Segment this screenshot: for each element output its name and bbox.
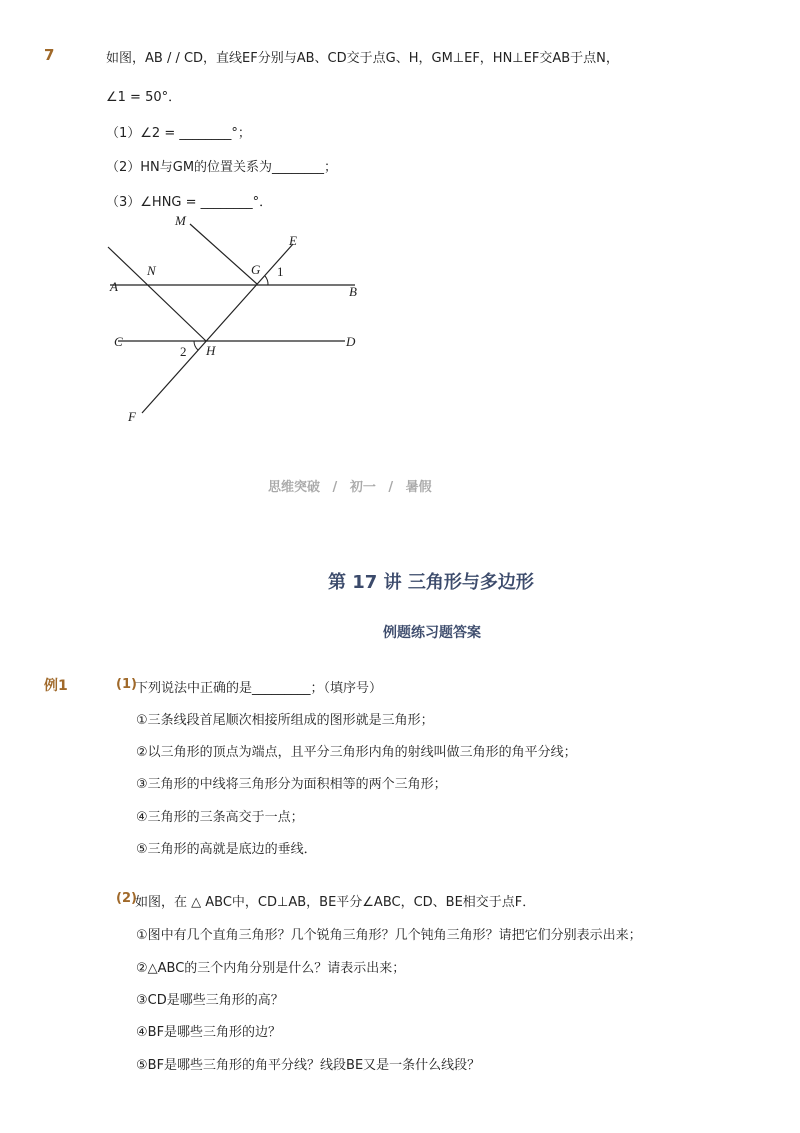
part-1-option-3: ③三角形的中线将三角形分为面积相等的两个三角形；	[136, 777, 447, 792]
label-c: C	[114, 334, 123, 349]
label-angle-1: 1	[277, 264, 284, 279]
footer-part-3: 暑假	[405, 480, 432, 495]
question-number: 7	[44, 46, 55, 64]
label-b: B	[349, 284, 357, 299]
label-d: D	[346, 334, 356, 349]
line-gm	[190, 224, 257, 284]
question-stem-line1: 如图，AB / / CD，直线EF分别与AB、CD交于点G、H，GM⊥EF，HN⊥EF交AB于点N，	[106, 51, 619, 66]
part-2-stem: 如图，在 △ ABC中，CD⊥AB，BE平分∠ABC，CD、BE相交于点F．	[135, 895, 536, 910]
label-h: H	[206, 343, 216, 358]
footer-separator: /	[332, 480, 338, 495]
label-n: N	[147, 263, 156, 278]
lecture-title: 第 17 讲 三角形与多边形	[328, 572, 534, 593]
label-e: E	[289, 233, 297, 248]
sub-question-3: （3）∠HNG = ________°．	[106, 195, 273, 210]
footer-separator: /	[388, 480, 394, 495]
sub-question-1: （1）∠2 = ________°；	[106, 126, 251, 141]
example-label: 例1	[44, 678, 68, 694]
page-footer	[268, 476, 432, 495]
part-1-option-5: ⑤三角形的高就是底边的垂线．	[136, 842, 317, 857]
part-1-option-2: ②以三角形的顶点为端点，且平分三角形内角的射线叫做三角形的角平分线；	[136, 745, 577, 760]
label-a: A	[110, 279, 118, 294]
part-2-question-3: ③CD是哪些三角形的高？	[136, 993, 284, 1008]
label-f: F	[128, 409, 136, 424]
part-1-option-4: ④三角形的三条高交于一点；	[136, 810, 304, 825]
footer-part-1: 思维突破	[268, 480, 321, 495]
line-ef	[142, 244, 293, 413]
sub-question-2: （2）HN与GM的位置关系为________；	[106, 160, 338, 175]
label-m: M	[175, 213, 186, 228]
label-angle-2: 2	[180, 344, 187, 359]
part-2-question-5: ⑤BF是哪些三角形的角平分线？线段BE又是一条什么线段？	[136, 1058, 481, 1073]
part-1-stem: 下列说法中正确的是_________；（填序号）	[135, 681, 383, 696]
line-hn	[108, 247, 206, 341]
footer-part-2: 初一	[349, 480, 376, 495]
question-stem-line2: ∠1 = 50°．	[106, 90, 182, 105]
part-2-question-2: ②△ABC的三个内角分别是什么？请表示出来；	[136, 961, 406, 976]
lecture-subtitle: 例题练习题答案	[383, 625, 481, 641]
part-number-1: (1)	[116, 677, 137, 692]
part-2-question-4: ④BF是哪些三角形的边？	[136, 1025, 282, 1040]
geometry-figure	[100, 205, 370, 435]
angle-2-arc	[194, 341, 198, 350]
part-2-question-1: ①图中有几个直角三角形？几个锐角三角形？几个钝角三角形？请把它们分别表示出来；	[136, 928, 642, 943]
part-number-2: (2)	[116, 891, 137, 906]
angle-1-arc	[265, 276, 268, 285]
label-g: G	[251, 262, 261, 277]
part-1-option-1: ①三条线段首尾顺次相接所组成的图形就是三角形；	[136, 713, 434, 728]
